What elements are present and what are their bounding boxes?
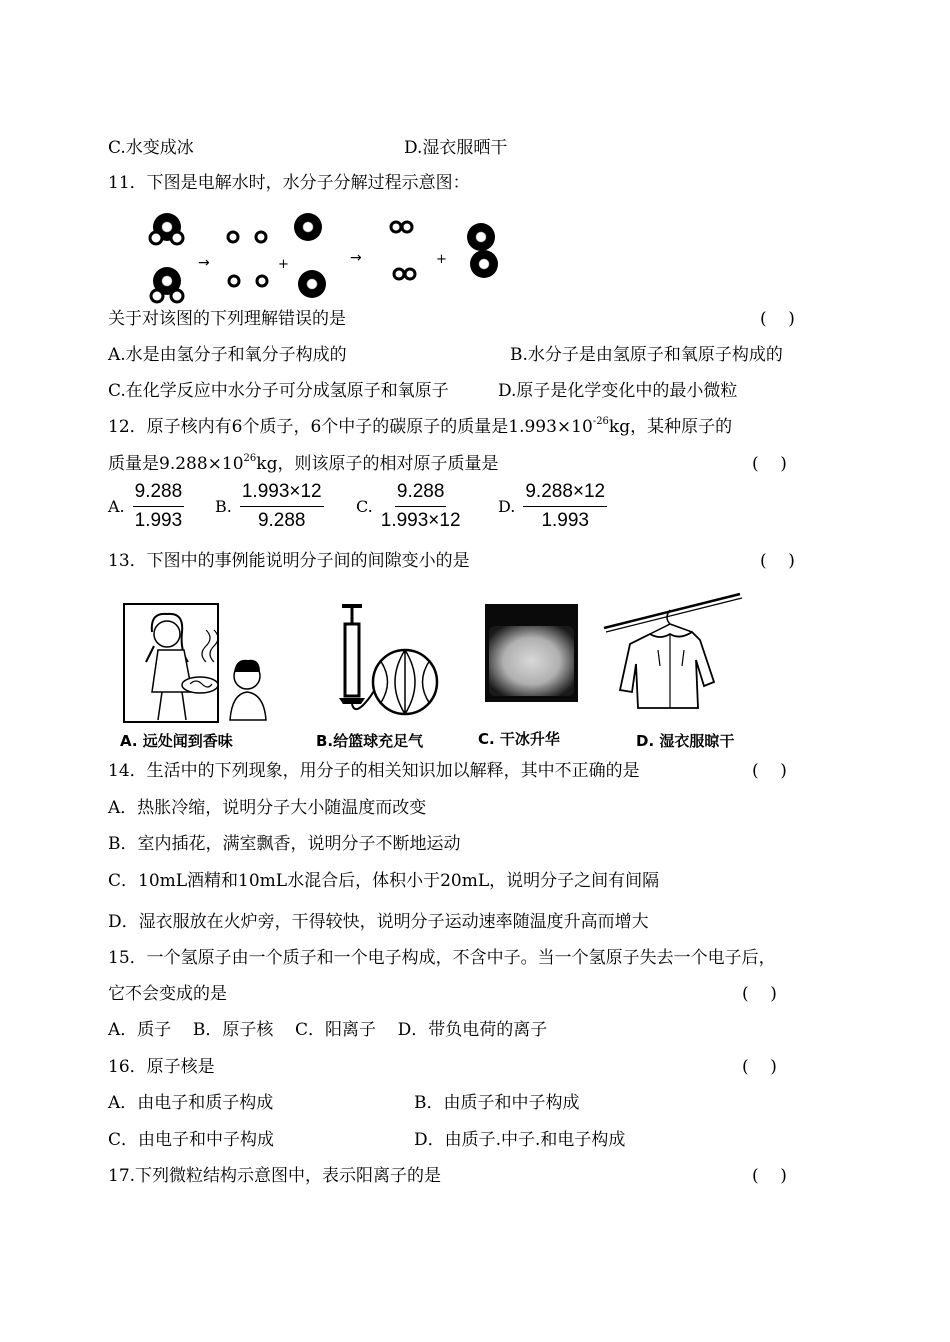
svg-text:+: + <box>436 252 447 267</box>
scene-c-dry-ice-photo <box>485 604 580 704</box>
water-molecule-2 <box>151 267 183 302</box>
q15-stem-cont: 它不会变成的是 <box>108 984 227 1004</box>
q12-option-c: C. $\frac{9.288}{1.993\times 12}$ <box>356 481 461 531</box>
q14-option-b: B．室内插花，满室飘香，说明分子不断地运动 <box>108 834 461 854</box>
q11-answer-blank: ( ) <box>760 309 795 329</box>
svg-text:+: + <box>278 257 289 272</box>
q12-line1: 12．原子核内有6个质子，6个中子的碳原子的质量是$1.993\times 10^{-26}kg$，某种原子的 <box>108 416 733 437</box>
q15-stem: 15．一个氢原子由一个质子和一个电子构成，不含中子。当一个氢原子失去一个电子后， <box>108 948 776 968</box>
q15-options: A．质子 B．原子核 C．阳离子 D．带负电荷的离子 <box>108 1020 548 1040</box>
q16-stem: 16．原子核是 <box>108 1057 215 1077</box>
q13-caption-a: A. 远处闻到香味 <box>120 732 233 750</box>
svg-text:→: → <box>350 250 362 266</box>
q12-option-d: D. $\frac{9.288\times 12}{1.993}$ <box>498 481 606 531</box>
q14-answer-blank: ( ) <box>752 761 787 781</box>
q11-option-c: C.在化学反应中水分子可分成氢原子和氧原子 <box>108 381 449 401</box>
q16-option-d: D．由质子.中子.和电子构成 <box>414 1130 626 1150</box>
water-molecule-1 <box>150 213 183 244</box>
q17-stem: 17.下列微粒结构示意图中，表示阳离子的是 <box>108 1166 442 1186</box>
q14-option-d: D．湿衣服放在火炉旁，干得较快，说明分子运动速率随温度升高而增大 <box>108 912 649 932</box>
q16-option-c: C．由电子和中子构成 <box>108 1130 275 1150</box>
q14-stem: 14．生活中的下列现象，用分子的相关知识加以解释，其中不正确的是 <box>108 761 640 781</box>
q12-option-b: B. $\frac{1.993\times 12}{9.288}$ <box>215 481 322 531</box>
scene-a-smell-illustration <box>122 602 272 727</box>
q12-line2: 质量是$9.288\times 10^{26}kg$，则该原子的相对原子质量是 <box>108 453 499 474</box>
q11-option-a: A.水是由氢分子和氧分子构成的 <box>108 345 347 365</box>
q12-answer-blank: ( ) <box>752 454 787 474</box>
q17-answer-blank: ( ) <box>752 1166 787 1186</box>
q14-option-a: A．热胀冷缩，说明分子大小随温度而改变 <box>108 798 427 818</box>
q11-option-d: D.原子是化学变化中的最小微粒 <box>498 381 738 401</box>
q16-option-b: B．由质子和中子构成 <box>414 1093 580 1113</box>
q14-option-c: C．10mL酒精和10mL水混合后，体积小于20mL，说明分子之间有间隔 <box>108 871 660 891</box>
q13-caption-c: C. 干冰升华 <box>478 730 560 748</box>
q13-caption-d: D. 湿衣服晾干 <box>636 732 735 750</box>
svg-text:→: → <box>198 255 210 271</box>
scene-b-pump-illustration <box>325 602 445 727</box>
q15-answer-blank: ( ) <box>742 984 777 1004</box>
electrolysis-diagram <box>140 205 520 305</box>
q11-question: 关于对该图的下列理解错误的是 <box>108 309 346 329</box>
q11-stem: 11．下图是电解水时，水分子分解过程示意图： <box>108 173 470 193</box>
q10-option-c: C.水变成冰 <box>108 138 194 158</box>
scene-d-coat-illustration <box>600 590 745 720</box>
q13-answer-blank: ( ) <box>760 551 795 571</box>
q16-answer-blank: ( ) <box>742 1057 777 1077</box>
q13-stem: 13．下图中的事例能说明分子间的间隙变小的是 <box>108 551 470 571</box>
q16-option-a: A．由电子和质子构成 <box>108 1093 274 1113</box>
q10-option-d: D.湿衣服晒干 <box>404 138 508 158</box>
q13-caption-b: B.给篮球充足气 <box>316 732 424 750</box>
q12-option-a: A. $\frac{9.288}{1.993}$ <box>108 481 183 531</box>
q11-option-b: B.水分子是由氢原子和氧原子构成的 <box>510 345 783 365</box>
